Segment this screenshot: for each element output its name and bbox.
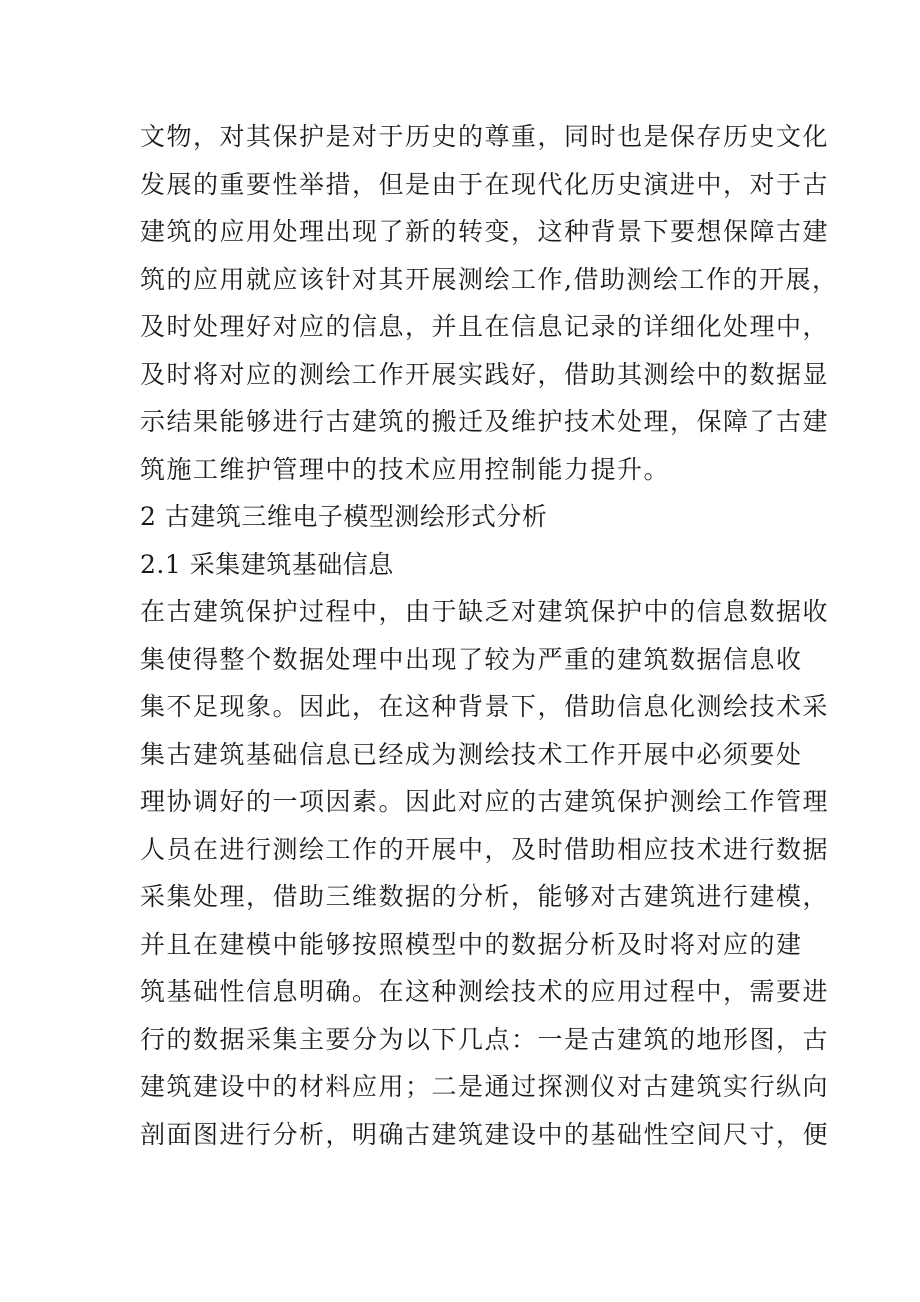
paragraph-line: 理协调好的一项因素。因此对应的古建筑保护测绘工作管理 — [140, 787, 830, 816]
body-text — [140, 113, 839, 1158]
paragraph-line: 采集处理，借助三维数据的分析，能够对古建筑进行建模， — [140, 882, 830, 911]
paragraph-line: 筑基础性信息明确。在这种测绘技术的应用过程中，需要进 — [140, 977, 830, 1006]
paragraph-line: 集使得整个数据处理中出现了较为严重的建筑数据信息收 — [140, 644, 803, 674]
paragraph-line: 剖面图进行分析，明确古建筑建设中的基础性空间尺寸，便 — [140, 1119, 830, 1149]
paragraph-line: 建筑建设中的材料应用；二是通过探测仪对古建筑实行纵向 — [140, 1072, 830, 1101]
section-heading: 2 古建筑三维电子模型测绘形式分析 — [140, 502, 548, 531]
paragraph-line: 集不足现象。因此，在这种背景下，借助信息化测绘技术采 — [140, 692, 830, 721]
paragraph-line: 并且在建模中能够按照模型中的数据分析及时将对应的建 — [140, 929, 803, 959]
subsection-heading: 2.1 采集建筑基础信息 — [140, 549, 394, 579]
paragraph-line: 示结果能够进行古建筑的搬迁及维护技术处理，保障了古建 — [140, 407, 830, 436]
paragraph-line: 筑施工维护管理中的技术应用控制能力提升。 — [140, 454, 671, 484]
paragraph-line: 文物，对其保护是对于历史的尊重，同时也是保存历史文化 — [140, 122, 830, 151]
paragraph-line: 行的数据采集主要分为以下几点：一是古建筑的地形图，古 — [140, 1024, 830, 1054]
paragraph-line: 在古建筑保护过程中，由于缺乏对建筑保护中的信息数据收 — [140, 597, 830, 626]
paragraph-line: 发展的重要性举措，但是由于在现代化历史演进中，对于古 — [140, 169, 830, 199]
paragraph-line: 及时将对应的测绘工作开展实践好，借助其测绘中的数据显 — [140, 359, 830, 389]
paragraph-line: 及时处理好对应的信息，并且在信息记录的详细化处理中， — [140, 312, 830, 341]
paragraph-line: 筑的应用就应该针对其开展测绘工作,借助测绘工作的开展， — [140, 264, 839, 294]
paragraph-line: 集古建筑基础信息已经成为测绘技术工作开展中必须要处 — [140, 739, 803, 769]
paragraph-line: 人员在进行测绘工作的开展中，及时借助相应技术进行数据 — [140, 834, 830, 864]
paragraph-line: 建筑的应用处理出现了新的转变，这种背景下要想保障古建 — [140, 217, 830, 246]
